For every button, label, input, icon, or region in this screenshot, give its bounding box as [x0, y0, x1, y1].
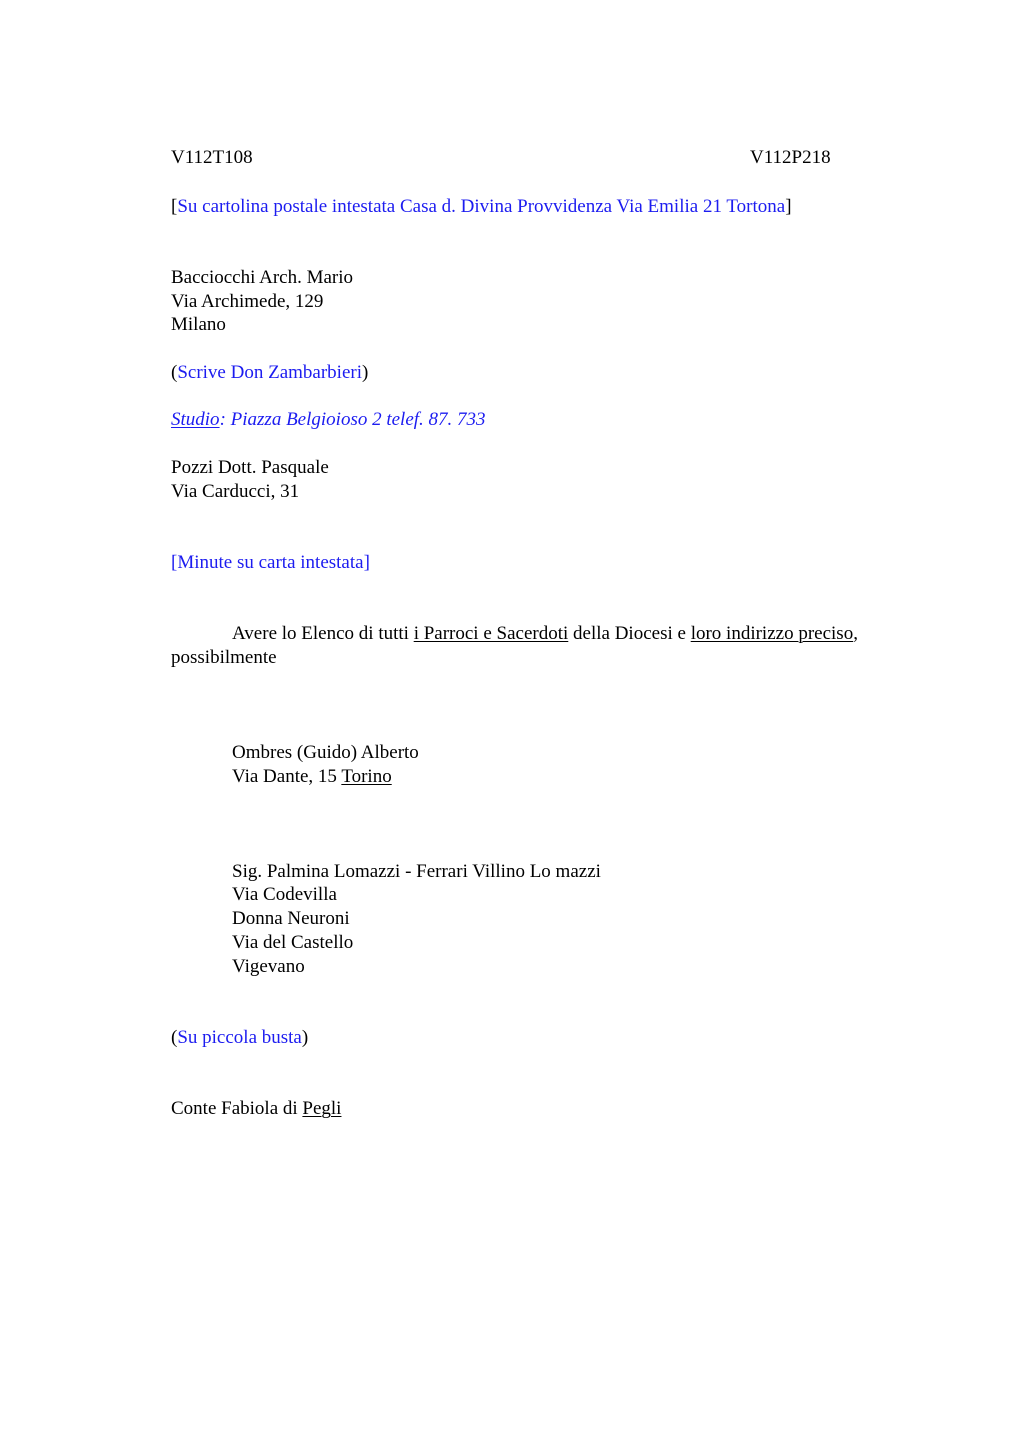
ombres-street: Via Dante, 15	[232, 766, 342, 787]
ombres-address	[232, 765, 392, 789]
paragraph-part-2: della Diocesi e	[568, 623, 691, 644]
studio-line	[171, 408, 486, 432]
studio-label: Studio	[171, 409, 220, 430]
bracket-close: ]	[785, 196, 792, 217]
ombres-name: Ombres (Guido) Alberto	[232, 742, 419, 763]
paren-close: )	[301, 1027, 309, 1048]
paren-close: )	[361, 362, 369, 383]
conte-text: Conte Fabiola di	[171, 1098, 303, 1119]
paragraph-underline-2: loro indirizzo preciso	[690, 623, 854, 644]
paren-open: (	[171, 362, 178, 383]
paren-open: (	[171, 1027, 178, 1048]
postcard-note	[171, 195, 792, 219]
paragraph-part-1: Avere lo Elenco di tutti	[232, 623, 414, 644]
lomazzi-line-4: Via del Castello	[232, 932, 354, 953]
pozzi-street: Via Carducci, 31	[171, 481, 300, 502]
header-left-code: V112T108	[171, 147, 253, 168]
envelope-note-text: Su piccola busta	[177, 1027, 302, 1048]
bacciocchi-city: Milano	[171, 314, 226, 335]
paragraph-line-2: possibilmente	[171, 647, 277, 668]
postcard-note-text: Su cartolina postale intestata Casa d. Divina Provvidenza Via Emilia 21 Tortona	[177, 196, 786, 217]
envelope-note	[171, 1026, 308, 1050]
header-right-code: V112P218	[750, 147, 831, 168]
studio-text: : Piazza Belgioioso 2 telef. 87. 733	[219, 409, 486, 430]
bracket-open: [	[171, 196, 178, 217]
lomazzi-line-1: Sig. Palmina Lomazzi - Ferrari Villino Lo mazzi	[232, 861, 601, 882]
conte-place: Pegli	[302, 1098, 342, 1119]
lomazzi-line-5: Vigevano	[232, 956, 305, 977]
pozzi-name: Pozzi Dott. Pasquale	[171, 457, 329, 478]
paragraph-underline-1: i Parroci e Sacerdoti	[413, 623, 569, 644]
bacciocchi-street: Via Archimede, 129	[171, 291, 324, 312]
writer-note	[171, 361, 368, 385]
conte-line	[171, 1097, 341, 1121]
paragraph-part-3: ,	[853, 623, 858, 644]
ombres-city: Torino	[341, 766, 392, 787]
paragraph-line-1	[232, 622, 858, 646]
minute-note: [Minute su carta intestata]	[171, 552, 370, 573]
lomazzi-line-3: Donna Neuroni	[232, 908, 350, 929]
bacciocchi-name: Bacciocchi Arch. Mario	[171, 267, 354, 288]
writer-note-text: Scrive Don Zambarbieri	[177, 362, 362, 383]
lomazzi-line-2: Via Codevilla	[232, 884, 337, 905]
